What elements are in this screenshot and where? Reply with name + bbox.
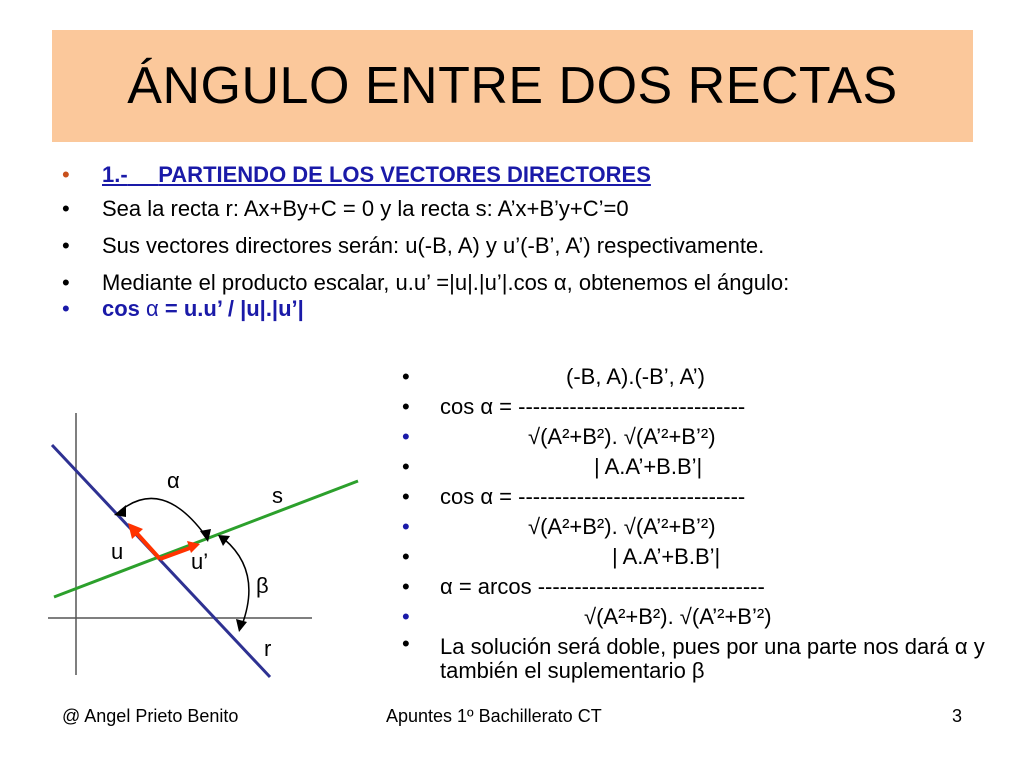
formula-line: • √(A²+B²). √(A’²+B’²) (402, 514, 716, 539)
section-heading (62, 162, 982, 188)
footer-author: @ Angel Prieto Benito (62, 706, 239, 726)
bullet-text: Sea la recta r: Ax+By+C = 0 y la recta s: A’x+B’y+C’=0 (102, 196, 629, 221)
footer-course: Apuntes 1º Bachillerato CT (386, 706, 602, 726)
formula-line: • (-B, A).(-B’, A’) (402, 364, 705, 389)
cos-formula: • cos α = u.u’ / |u|.|u’| (62, 296, 304, 321)
bullet: • (62, 162, 70, 187)
formula-list (402, 362, 992, 683)
solution-note: • La solución será doble, pues por una parte nos dará α y también el suplementario β (402, 631, 985, 683)
line-r (52, 445, 270, 677)
bullet-text: Sus vectores directores serán: u(-B, A) y u’(-B’, A’) respectivamente. (102, 233, 765, 258)
formula-line: • | A.A’+B.B’| (402, 544, 721, 569)
section-number: 1.- (102, 162, 128, 187)
label-u: u (111, 539, 124, 564)
formula-line: • | A.A’+B.B’| (402, 454, 703, 479)
label-r: r (264, 636, 272, 661)
alpha-symbol: α (146, 296, 159, 321)
bullet-text: Mediante el producto escalar, u.u’ =|u|.|u’|.cos α, obtenemos el ángulo: (102, 270, 790, 295)
formula-line: • cos α = ------------------------------- (402, 484, 746, 509)
formula-line: • α = arcos ------------------------------- (402, 574, 765, 599)
footer-page-number: 3 (952, 706, 963, 726)
slide-title: ÁNGULO ENTRE DOS RECTAS (127, 57, 898, 115)
bullet-item: • Mediante el producto escalar, u.u’ =|u|.|u’|.cos α, obtenemos el ángulo: (62, 270, 790, 295)
label-alpha: α (167, 468, 180, 493)
cos-word: cos (102, 296, 140, 321)
cos-formula-rest: = u.u’ / |u|.|u’| (164, 296, 304, 321)
label-s: s (272, 483, 283, 508)
top-bullet-list (62, 162, 982, 322)
formula-line: • √(A²+B²). √(A’²+B’²) (402, 604, 772, 629)
label-beta: β (256, 573, 269, 598)
title-band (52, 30, 973, 142)
section-heading-text: PARTIENDO DE LOS VECTORES DIRECTORES (158, 162, 651, 187)
bullet-item: • Sus vectores directores serán: u(-B, A) y u’(-B’, A’) respectivamente. (62, 233, 765, 258)
bullet-item: • Sea la recta r: Ax+By+C = 0 y la recta s: A’x+B’y+C’=0 (62, 196, 629, 221)
arc-beta (224, 539, 249, 625)
formula-line: • cos α = ------------------------------- (402, 394, 746, 419)
formula-line: • √(A²+B²). √(A’²+B’²) (402, 424, 716, 449)
angle-diagram (40, 405, 390, 690)
label-u-prime: u’ (191, 549, 209, 574)
